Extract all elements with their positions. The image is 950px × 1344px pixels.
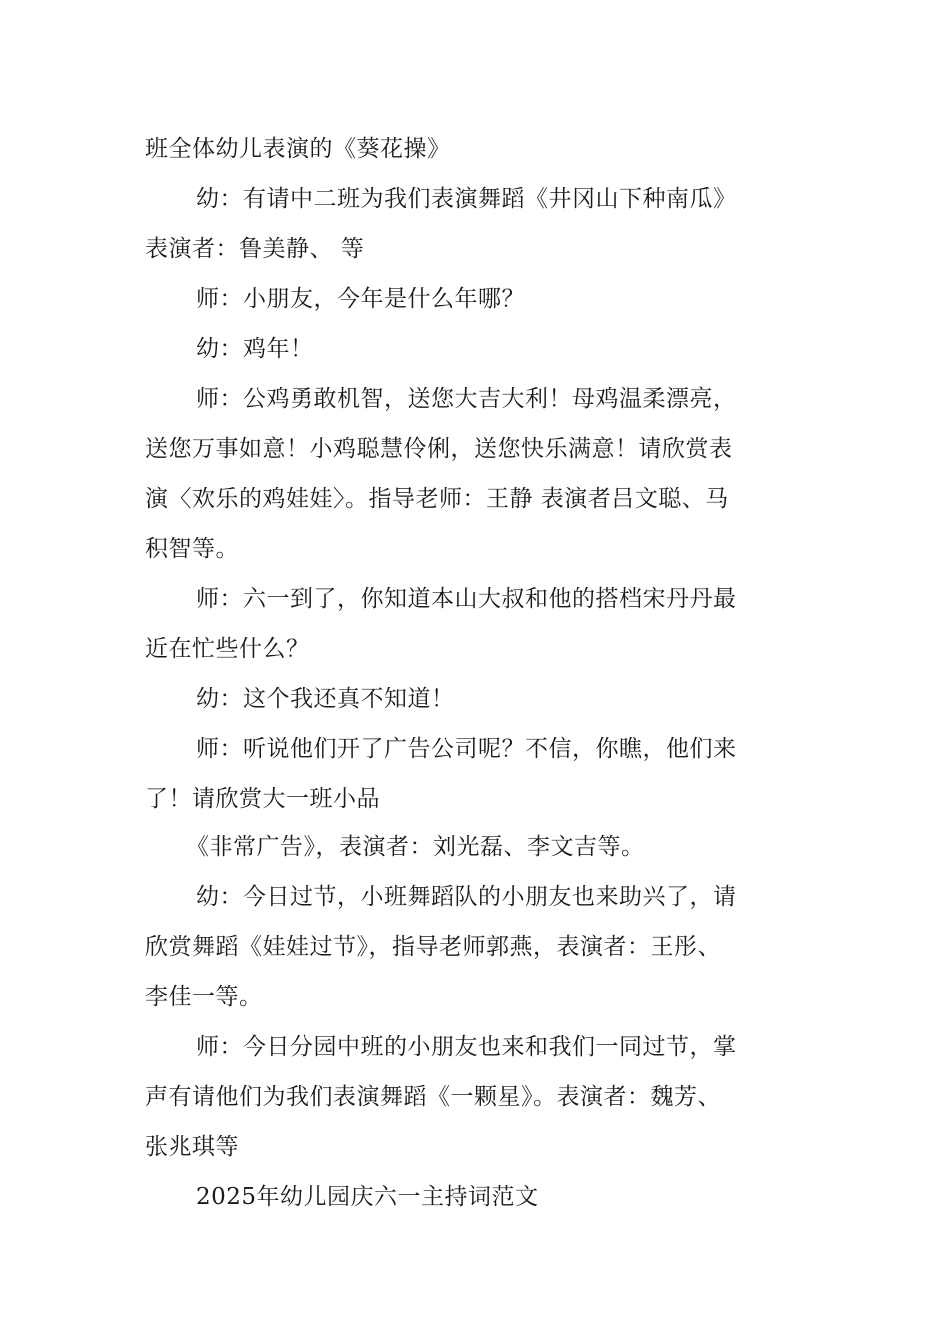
text-line: 幼：有请中二班为我们表演舞蹈《井冈山下种南瓜》: [196, 186, 737, 212]
section-heading: 2025年幼儿园庆六一主持词范文: [196, 1184, 539, 1210]
text-line: 《非常广告》，表演者：刘光磊、李文吉等。: [186, 834, 645, 860]
text-line: 师：公鸡勇敢机智，送您大吉大利！母鸡温柔漂亮，: [196, 386, 737, 412]
text-line: 李佳一等。: [145, 984, 263, 1010]
text-line: 近在忙些什么？: [145, 636, 310, 662]
text-line: 欣赏舞蹈《娃娃过节》，指导老师郭燕，表演者：王彤、: [145, 934, 721, 960]
text-line: 送您万事如意！小鸡聪慧伶俐，送您快乐满意！请欣赏表: [145, 436, 733, 462]
text-line: 师：今日分园中班的小朋友也来和我们一同过节，掌: [196, 1034, 737, 1060]
text-line: 了！请欣赏大一班小品: [145, 786, 380, 812]
text-line: 师：小朋友，今年是什么年哪？: [196, 286, 525, 312]
text-line: 表演者：鲁美静、 等: [145, 236, 365, 262]
text-line: 幼：这个我还真不知道！: [196, 686, 455, 712]
text-line: 演〈欢乐的鸡娃娃〉。指导老师：王静 表演者吕文聪、马: [145, 486, 729, 512]
text-line: 班全体幼儿表演的《葵花操》: [145, 136, 451, 162]
text-line: 幼：鸡年！: [196, 336, 314, 362]
text-line: 师：听说他们开了广告公司呢？不信，你瞧，他们来: [196, 736, 737, 762]
text-line: 张兆琪等: [145, 1134, 239, 1160]
text-line: 积智等。: [145, 536, 239, 562]
text-line: 声有请他们为我们表演舞蹈《一颗星》。表演者：魏芳、: [145, 1084, 721, 1110]
text-line: 师：六一到了，你知道本山大叔和他的搭档宋丹丹最: [196, 586, 737, 612]
text-line: 幼：今日过节，小班舞蹈队的小朋友也来助兴了，请: [196, 884, 737, 910]
